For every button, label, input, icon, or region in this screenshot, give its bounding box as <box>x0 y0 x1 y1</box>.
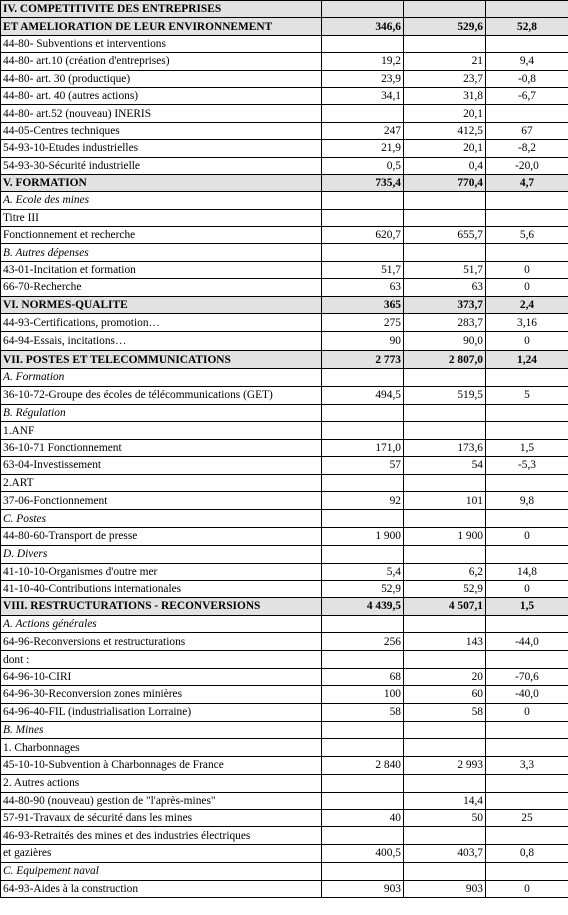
table-row <box>1 651 568 668</box>
value-col-1: 2 773 <box>322 350 404 368</box>
row-label: 46-93-Retraités des mines et des industries électriques <box>1 827 322 844</box>
value-col-1: 92 <box>322 491 404 509</box>
subheading-label: A. Actions générales <box>1 615 322 632</box>
variation-col <box>486 192 568 209</box>
table-row <box>1 157 568 174</box>
section-row <box>1 174 568 191</box>
value-col-2: 14,4 <box>404 792 486 809</box>
variation-col: 3,16 <box>486 314 568 332</box>
variation-col: -40,0 <box>486 686 568 703</box>
value-col-1: 275 <box>322 314 404 332</box>
variation-col <box>486 792 568 809</box>
value-col-1 <box>322 1 404 18</box>
section-row <box>1 18 568 35</box>
value-col-2: 20,1 <box>404 140 486 157</box>
value-col-2: 63 <box>404 279 486 296</box>
section-title: VIII. RESTRUCTURATIONS - RECONVERSIONS <box>1 598 322 615</box>
table-row <box>1 422 568 439</box>
row-label: 64-93-Aides à la construction <box>1 880 322 897</box>
table-row <box>1 844 568 862</box>
row-label: 57-91-Travaux de sécurité dans les mines <box>1 809 322 826</box>
value-col-2: 20 <box>404 668 486 685</box>
section-title: V. FORMATION <box>1 174 322 191</box>
value-col-1: 171,0 <box>322 439 404 456</box>
value-col-2: 373,7 <box>404 296 486 313</box>
value-col-2: 52,9 <box>404 580 486 597</box>
value-col-1: 57 <box>322 457 404 474</box>
value-col-1: 620,7 <box>322 227 404 244</box>
value-col-1: 4 439,5 <box>322 598 404 615</box>
table-row <box>1 756 568 774</box>
variation-col: 5,6 <box>486 227 568 244</box>
variation-col <box>486 209 568 226</box>
value-col-2: 2 807,0 <box>404 350 486 368</box>
variation-col <box>486 863 568 880</box>
value-col-2: 2 993 <box>404 756 486 774</box>
value-col-1 <box>322 546 404 563</box>
value-col-2 <box>404 1 486 18</box>
value-col-1: 40 <box>322 809 404 826</box>
variation-col: 0 <box>486 703 568 721</box>
variation-col: -44,0 <box>486 633 568 651</box>
value-col-1 <box>322 369 404 386</box>
value-col-1: 52,9 <box>322 580 404 597</box>
value-col-2: 90,0 <box>404 332 486 350</box>
value-col-2: 403,7 <box>404 844 486 862</box>
value-col-2: 529,6 <box>404 18 486 35</box>
row-label: 66-70-Recherche <box>1 279 322 296</box>
variation-col: 0 <box>486 279 568 296</box>
section-title: VII. POSTES ET TELECOMMUNICATIONS <box>1 350 322 368</box>
row-label: 64-94-Essais, incitations… <box>1 332 322 350</box>
value-col-1 <box>322 35 404 52</box>
value-col-2 <box>404 651 486 668</box>
row-label: 44-05-Centres techniques <box>1 122 322 139</box>
variation-col: -6,7 <box>486 87 568 104</box>
row-label: 54-93-30-Sécurité industrielle <box>1 157 322 174</box>
variation-col: 67 <box>486 122 568 139</box>
value-col-1: 400,5 <box>322 844 404 862</box>
table-row <box>1 668 568 685</box>
value-col-2: 50 <box>404 809 486 826</box>
variation-col <box>486 105 568 122</box>
value-col-2: 54 <box>404 457 486 474</box>
variation-col <box>486 722 568 739</box>
table-row <box>1 703 568 721</box>
value-col-2 <box>404 422 486 439</box>
variation-col: 0 <box>486 261 568 278</box>
table-row <box>1 880 568 897</box>
table-row <box>1 792 568 809</box>
section-title: IV. COMPETITIVITE DES ENTREPRISES <box>1 1 322 18</box>
row-label: 54-93-10-Etudes industrielles <box>1 140 322 157</box>
row-label: 44-93-Certifications, promotion… <box>1 314 322 332</box>
table-row <box>1 70 568 87</box>
table-row <box>1 279 568 296</box>
variation-col <box>486 510 568 527</box>
value-col-2: 6,2 <box>404 563 486 580</box>
table-row <box>1 580 568 597</box>
value-col-2: 58 <box>404 703 486 721</box>
row-label: et gazières <box>1 844 322 862</box>
value-col-2 <box>404 722 486 739</box>
value-col-1: 494,5 <box>322 386 404 404</box>
value-col-2: 283,7 <box>404 314 486 332</box>
row-label: 1. Charbonnages <box>1 739 322 756</box>
value-col-2 <box>404 615 486 632</box>
subheading-row <box>1 546 568 563</box>
value-col-2: 4 507,1 <box>404 598 486 615</box>
variation-col: 3,3 <box>486 756 568 774</box>
value-col-2: 0,4 <box>404 157 486 174</box>
value-col-1 <box>322 792 404 809</box>
variation-col <box>486 422 568 439</box>
value-col-1: 51,7 <box>322 261 404 278</box>
value-col-1: 365 <box>322 296 404 313</box>
table-row <box>1 332 568 350</box>
variation-col: 52,8 <box>486 18 568 35</box>
row-label: Titre III <box>1 209 322 226</box>
table-row <box>1 35 568 52</box>
variation-col: 0,8 <box>486 844 568 862</box>
value-col-1 <box>322 105 404 122</box>
table-row <box>1 527 568 545</box>
value-col-1: 23,9 <box>322 70 404 87</box>
value-col-1 <box>322 209 404 226</box>
value-col-2: 1 900 <box>404 527 486 545</box>
subheading-row <box>1 722 568 739</box>
value-col-2 <box>404 474 486 491</box>
subheading-label: C. Equipement naval <box>1 863 322 880</box>
variation-col <box>486 404 568 421</box>
variation-col: 25 <box>486 809 568 826</box>
section-row <box>1 1 568 18</box>
row-label: 44-80- art.52 (nouveau) INERIS <box>1 105 322 122</box>
table-row <box>1 439 568 456</box>
table-row <box>1 491 568 509</box>
table-row <box>1 739 568 756</box>
row-label: 44-80- art. 40 (autres actions) <box>1 87 322 104</box>
table-row <box>1 140 568 157</box>
value-col-2 <box>404 244 486 261</box>
table-row <box>1 53 568 70</box>
section-row <box>1 350 568 368</box>
table-row <box>1 457 568 474</box>
value-col-1: 256 <box>322 633 404 651</box>
row-label: 44-80- Subventions et interventions <box>1 35 322 52</box>
variation-col: 0 <box>486 880 568 897</box>
value-col-2: 51,7 <box>404 261 486 278</box>
value-col-1: 100 <box>322 686 404 703</box>
row-label: Fonctionnement et recherche <box>1 227 322 244</box>
row-label: 44-80- art. 30 (productique) <box>1 70 322 87</box>
table-row <box>1 563 568 580</box>
value-col-2 <box>404 863 486 880</box>
subheading-row <box>1 404 568 421</box>
value-col-1: 34,1 <box>322 87 404 104</box>
variation-col: 2,4 <box>486 296 568 313</box>
variation-col: 1,5 <box>486 439 568 456</box>
value-col-1 <box>322 615 404 632</box>
value-col-1 <box>322 827 404 844</box>
table-row <box>1 227 568 244</box>
row-label: 36-10-72-Groupe des écoles de télécommunications (GET) <box>1 386 322 404</box>
row-label: 63-04-Investissement <box>1 457 322 474</box>
variation-col <box>486 739 568 756</box>
row-label: 64-96-Reconversions et restructurations <box>1 633 322 651</box>
subheading-label: B. Autres dépenses <box>1 244 322 261</box>
table-row <box>1 314 568 332</box>
row-label: dont : <box>1 651 322 668</box>
row-label: 37-06-Fonctionnement <box>1 491 322 509</box>
row-label: 43-01-Incitation et formation <box>1 261 322 278</box>
row-label: 2.ART <box>1 474 322 491</box>
value-col-2 <box>404 546 486 563</box>
variation-col: 14,8 <box>486 563 568 580</box>
value-col-1 <box>322 722 404 739</box>
table-row <box>1 686 568 703</box>
value-col-2: 23,7 <box>404 70 486 87</box>
variation-col <box>486 827 568 844</box>
variation-col: 0 <box>486 332 568 350</box>
table-row <box>1 386 568 404</box>
subheading-label: A. Formation <box>1 369 322 386</box>
section-row <box>1 296 568 313</box>
variation-col: 0 <box>486 527 568 545</box>
value-col-1: 2 840 <box>322 756 404 774</box>
value-col-2: 60 <box>404 686 486 703</box>
row-label: 64-96-30-Reconversion zones minières <box>1 686 322 703</box>
row-label: 64-96-10-CIRI <box>1 668 322 685</box>
value-col-1: 58 <box>322 703 404 721</box>
table-row <box>1 474 568 491</box>
value-col-1 <box>322 510 404 527</box>
variation-col <box>486 474 568 491</box>
subheading-row <box>1 863 568 880</box>
value-col-2 <box>404 192 486 209</box>
value-col-2 <box>404 369 486 386</box>
value-col-1: 21,9 <box>322 140 404 157</box>
value-col-1: 1 900 <box>322 527 404 545</box>
value-col-1: 0,5 <box>322 157 404 174</box>
table-row <box>1 209 568 226</box>
value-col-2: 20,1 <box>404 105 486 122</box>
subheading-row <box>1 510 568 527</box>
variation-col: 1,24 <box>486 350 568 368</box>
value-col-2: 31,8 <box>404 87 486 104</box>
table-row <box>1 261 568 278</box>
row-label: 44-80- art.10 (création d'entreprises) <box>1 53 322 70</box>
value-col-1 <box>322 739 404 756</box>
value-col-1: 63 <box>322 279 404 296</box>
value-col-1 <box>322 422 404 439</box>
value-col-2: 903 <box>404 880 486 897</box>
subheading-label: B. Mines <box>1 722 322 739</box>
value-col-2 <box>404 35 486 52</box>
value-col-2 <box>404 775 486 792</box>
row-label: 41-10-40-Contributions internationales <box>1 580 322 597</box>
subheading-label: A. Ecole des mines <box>1 192 322 209</box>
table-row <box>1 105 568 122</box>
variation-col <box>486 369 568 386</box>
variation-col <box>486 651 568 668</box>
value-col-1: 247 <box>322 122 404 139</box>
table-row <box>1 809 568 826</box>
variation-col <box>486 1 568 18</box>
variation-col <box>486 775 568 792</box>
value-col-1 <box>322 404 404 421</box>
subheading-row <box>1 369 568 386</box>
value-col-1 <box>322 192 404 209</box>
value-col-1 <box>322 651 404 668</box>
variation-col: -8,2 <box>486 140 568 157</box>
value-col-2: 770,4 <box>404 174 486 191</box>
value-col-2 <box>404 404 486 421</box>
value-col-1 <box>322 244 404 261</box>
variation-col: 0 <box>486 580 568 597</box>
row-label: 36-10-71 Fonctionnement <box>1 439 322 456</box>
value-col-2: 412,5 <box>404 122 486 139</box>
table-row <box>1 827 568 844</box>
variation-col: 1,5 <box>486 598 568 615</box>
subheading-row <box>1 615 568 632</box>
variation-col: -0,8 <box>486 70 568 87</box>
value-col-2: 143 <box>404 633 486 651</box>
row-label: 45-10-10-Subvention à Charbonnages de France <box>1 756 322 774</box>
value-col-1 <box>322 775 404 792</box>
value-col-2: 101 <box>404 491 486 509</box>
subheading-label: D. Divers <box>1 546 322 563</box>
row-label: 64-96-40-FIL (industrialisation Lorraine) <box>1 703 322 721</box>
value-col-1 <box>322 474 404 491</box>
value-col-1: 346,6 <box>322 18 404 35</box>
value-col-1: 90 <box>322 332 404 350</box>
row-label: 44-80-90 (nouveau) gestion de "l'après-mines" <box>1 792 322 809</box>
value-col-2: 655,7 <box>404 227 486 244</box>
value-col-1: 735,4 <box>322 174 404 191</box>
value-col-1 <box>322 863 404 880</box>
value-col-2 <box>404 827 486 844</box>
value-col-2: 21 <box>404 53 486 70</box>
section-title: VI. NORMES-QUALITE <box>1 296 322 313</box>
value-col-1: 19,2 <box>322 53 404 70</box>
variation-col: -20,0 <box>486 157 568 174</box>
value-col-2: 519,5 <box>404 386 486 404</box>
variation-col <box>486 35 568 52</box>
section-row <box>1 598 568 615</box>
table-row <box>1 122 568 139</box>
variation-col: -70,6 <box>486 668 568 685</box>
value-col-1: 5,4 <box>322 563 404 580</box>
value-col-2 <box>404 510 486 527</box>
variation-col: 9,4 <box>486 53 568 70</box>
subheading-row <box>1 192 568 209</box>
row-label: 2. Autres actions <box>1 775 322 792</box>
subheading-row <box>1 244 568 261</box>
value-col-2: 173,6 <box>404 439 486 456</box>
row-label: 1.ANF <box>1 422 322 439</box>
value-col-2 <box>404 739 486 756</box>
table-row <box>1 633 568 651</box>
variation-col: 9,8 <box>486 491 568 509</box>
value-col-1: 68 <box>322 668 404 685</box>
subheading-label: C. Postes <box>1 510 322 527</box>
row-label: 44-80-60-Transport de presse <box>1 527 322 545</box>
row-label: 41-10-10-Organismes d'outre mer <box>1 563 322 580</box>
variation-col <box>486 546 568 563</box>
budget-table-body <box>1 1 568 898</box>
table-row <box>1 87 568 104</box>
value-col-2 <box>404 209 486 226</box>
variation-col: 4,7 <box>486 174 568 191</box>
variation-col: 5 <box>486 386 568 404</box>
variation-col <box>486 244 568 261</box>
variation-col: -5,3 <box>486 457 568 474</box>
value-col-1: 903 <box>322 880 404 897</box>
section-title: ET AMELIORATION DE LEUR ENVIRONNEMENT <box>1 18 322 35</box>
table-row <box>1 775 568 792</box>
variation-col <box>486 615 568 632</box>
subheading-label: B. Régulation <box>1 404 322 421</box>
